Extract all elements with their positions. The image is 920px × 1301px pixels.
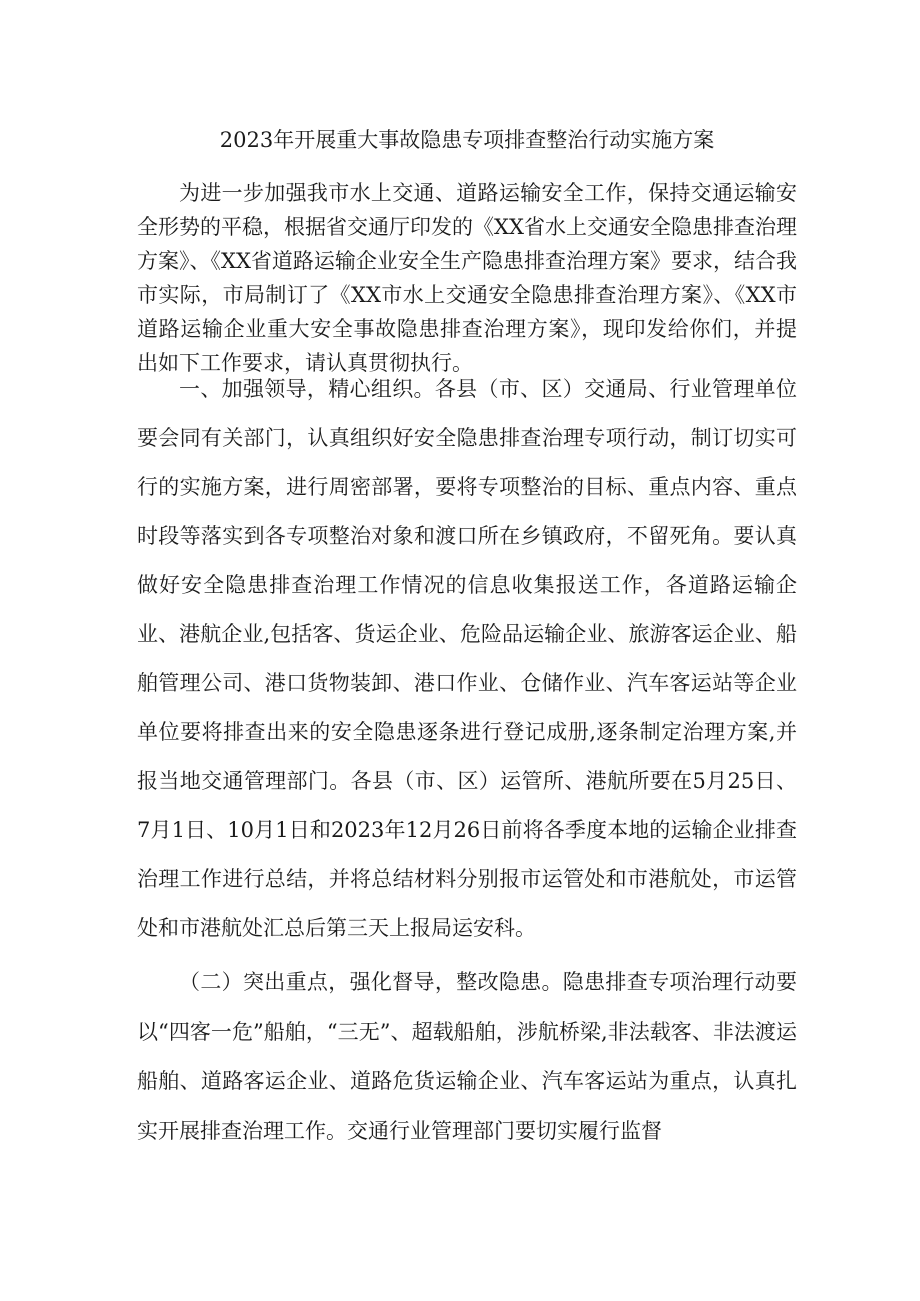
paragraph-intro: 为进一步加强我市水上交通、道路运输安全工作，保持交通运输安全形势的平稳，根据省交通厅印发的《XX省水上交通安全隐患排查治理方案》、《XX省道路运输企业安全生产隐患排查治理方案》要求，结合我市实际，市局制订了《XX市水上交通安全隐患排查治理方案》、《XX市道路运输企业重大安全事故隐患排查治理方案》，现印发给你们，并提出如下工作要求，请认真贯彻执行。 bbox=[137, 181, 797, 375]
paragraph-section-2: （二）突出重点，强化督导，整改隐患。隐患排查专项治理行动要以“四客一危”船舶，“三无”、超载船舶，涉航桥梁,非法载客、非法渡运船舶、道路客运企业、道路危货运输企业、汽车客运站为重点，认真扎实开展排查治理工作。交通行业管理部门要切实履行监督 bbox=[137, 970, 797, 1143]
paragraph-section-1: 一、加强领导，精心组织。各县（市、区）交通局、行业管理单位要会同有关部门，认真组织好安全隐患排查治理专项行动，制订切实可行的实施方案，进行周密部署，要将专项整治的目标、重点内容、重点时段等落实到各专项整治对象和渡口所在乡镇政府，不留死角。要认真做好安全隐患排查治理工作情况的信息收集报送工作，各道路运输企业、港航企业,包括客、货运企业、危险品运输企业、旅游客运企业、船舶管理公司、港口货物装卸、港口作业、仓储作业、汽车客运站等企业单位要将排查出来的安全隐患逐条进行登记成册,逐条制定治理方案,并报当地交通管理部门。各县（市、区）运管所、港航所要在5月25日、7月1日、10月1日和2023年12月26日前将各季度本地的运输企业排查治理工作进行总结，并将总结材料分别报市运管处和市港航处，市运管处和市港航处汇总后第三天上报局运安科。 bbox=[137, 377, 797, 940]
document-title: 2023年开展重大事故隐患专项排查整治行动实施方案 bbox=[219, 128, 715, 152]
